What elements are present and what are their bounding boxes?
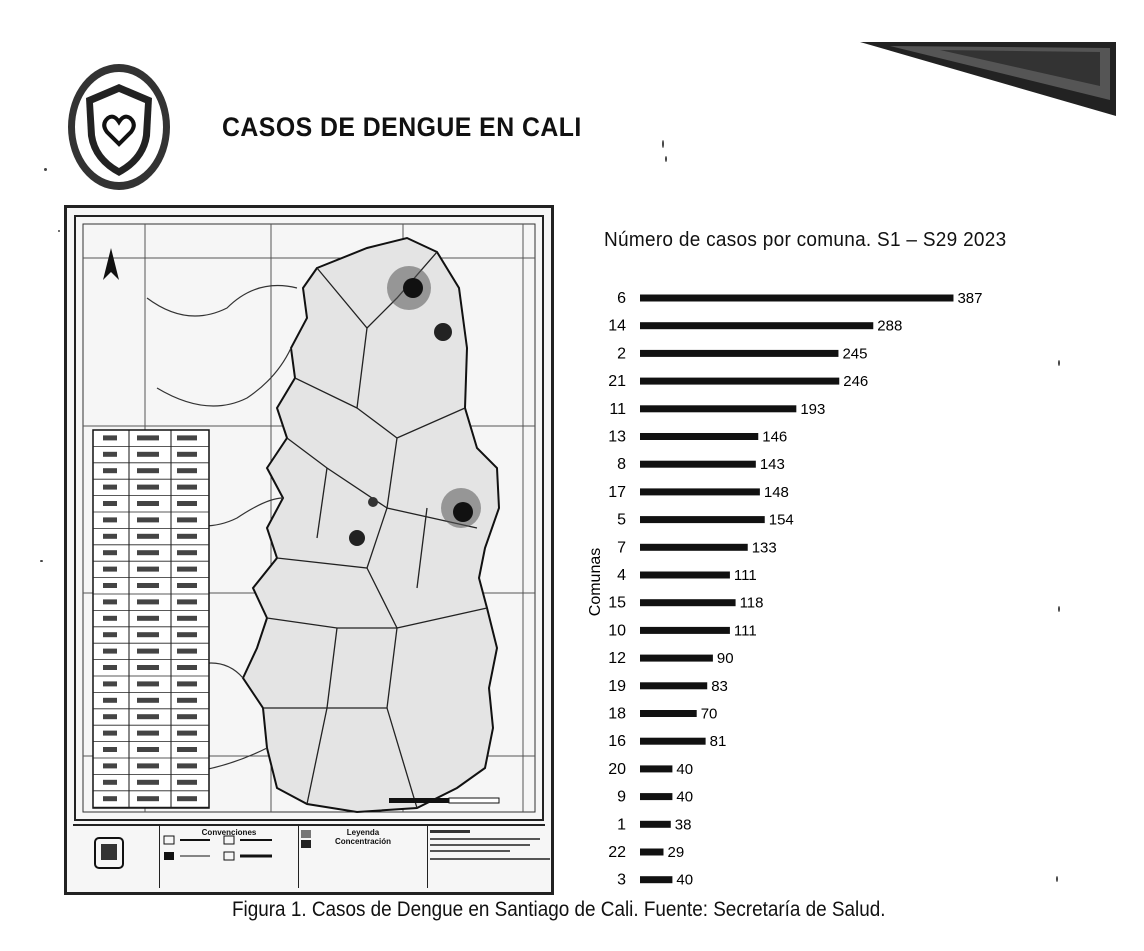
map-table-cell-mark [103,599,117,604]
value-label: 40 [676,871,694,889]
map-table-cell-mark [103,731,117,736]
value-label: 193 [800,400,826,418]
value-label: 246 [843,373,869,391]
map-table-cell-mark [137,452,159,457]
value-label: 40 [676,788,694,806]
map-table-cell-mark [103,567,117,572]
map-table-cell-mark [177,485,197,490]
category-label: 8 [617,456,626,474]
bar [640,461,756,468]
map-table-cell-mark [177,567,197,572]
map-table-cell-mark [137,632,159,637]
figure-caption: Figura 1. Casos de Dengue en Santiago de Cali. Fuente: Secretaría de Salud. [232,898,886,921]
map-table-cell-mark [177,731,197,736]
bar [640,738,706,745]
bar [640,876,672,883]
scan-speck [665,156,667,162]
map-table-cell-mark [137,796,159,801]
bar [640,821,671,828]
bar [640,405,796,412]
legend-label: Leyenda [346,828,380,837]
map-table-cell-mark [103,468,117,473]
bar [640,488,760,495]
value-label: 29 [667,844,685,861]
bar [640,433,758,440]
map-table-cell-mark [137,763,159,768]
map-footer-legend [299,826,428,888]
map-table-cell-mark [137,468,159,473]
scan-speck [662,140,664,148]
value-label: 245 [842,345,868,363]
category-label: 16 [608,733,626,751]
map-footer-conventions [160,826,299,888]
value-label: 146 [762,428,788,446]
category-label: 18 [608,705,626,723]
document-title: CASOS DE DENGUE EN CALI [222,112,582,142]
bar [640,710,697,717]
map-table-cell-mark [177,583,197,588]
y-axis-label: Comunas [587,547,604,617]
value-label: 81 [709,733,727,751]
scan-speck [1056,876,1058,882]
bar [640,350,838,357]
map-table-cell-mark [137,747,159,752]
map-table-cell-mark [177,534,197,539]
scan-speck [1058,606,1060,612]
map-table-cell-mark [103,649,117,654]
value-label: 387 [957,290,983,307]
map-table-cell-mark [103,796,117,801]
bar [640,516,765,523]
map-table-cell-mark [137,485,159,490]
map-table-cell-mark [177,632,197,637]
value-label: 148 [763,483,789,501]
category-label: 9 [617,788,626,806]
map-table-cell-mark [137,534,159,539]
map-table-cell-mark [103,632,117,637]
map-table-cell-mark [137,649,159,654]
source-text-block [428,826,558,878]
map-table-cell-mark [137,616,159,621]
value-label: 83 [711,677,728,695]
value-label: 143 [759,456,785,474]
scan-speck [44,168,47,171]
map-table-cell-mark [177,501,197,506]
value-label: 38 [674,816,692,834]
bar [640,378,839,385]
map-table-cell-mark [177,698,197,703]
category-label: 2 [617,345,626,363]
bar [640,849,663,856]
map-footer-source [428,826,545,888]
map-table-cell-mark [177,763,197,768]
map-table-cell-mark [137,714,159,719]
map-table-cell-mark [137,698,159,703]
bar [640,322,873,329]
map-table-cell-mark [177,435,197,440]
map-table-cell-mark [103,763,117,768]
map-table-cell-mark [137,583,159,588]
map-table-cell-mark [137,435,159,440]
value-label: 40 [676,760,694,778]
map-table-cell-mark [103,501,117,506]
map-table-cell-mark [177,550,197,555]
city-seal-icon [89,834,129,874]
bar-chart [580,282,1020,892]
category-label: 19 [608,677,626,695]
category-label: 1 [617,816,626,834]
bar [640,765,672,772]
conventions-symbols [160,826,280,866]
bar [640,572,730,579]
map-table-cell-mark [137,501,159,506]
value-label: 133 [751,539,777,557]
category-label: 22 [608,844,626,861]
bar [640,655,713,662]
category-label: 11 [609,400,626,418]
map-table-cell-mark [103,583,117,588]
value-label: 154 [768,511,794,529]
map-table-cell-mark [177,747,197,752]
map-table-cell-mark [103,747,117,752]
value-label: 70 [700,705,718,723]
category-label: 17 [608,483,626,501]
map-table-cell-mark [103,435,117,440]
map-table-cell-mark [177,649,197,654]
map-table-cell-mark [103,616,117,621]
map-table-cell-mark [103,550,117,555]
map-table-cell-mark [177,714,197,719]
map-table-cell-mark [177,681,197,686]
map-table-cell-mark [177,616,197,621]
value-label: 111 [733,567,757,584]
map-footer-seal-cell [73,826,160,888]
map-table-cell-mark [103,714,117,719]
category-label: 5 [617,511,626,529]
bar [640,627,730,634]
bar [640,793,672,800]
bar [640,295,953,302]
map-table-cell-mark [137,665,159,670]
bar [640,544,748,551]
map-table-cell-mark [177,517,197,522]
map-table-cell-mark [177,599,197,604]
commune-map [64,205,554,895]
map-table-cell-mark [137,681,159,686]
map-table-cell-mark [137,780,159,785]
value-label: 288 [877,317,903,335]
category-label: 13 [608,428,626,446]
category-label: 12 [608,650,626,668]
chart-title: Número de casos por comuna. S1 – S29 2023 [604,229,1007,251]
map-table-cell-mark [103,780,117,785]
map-table-cell-mark [137,567,159,572]
map-table-cell-mark [137,517,159,522]
category-label: 10 [608,622,626,640]
map-table-cell-mark [103,452,117,457]
scan-speck [1058,360,1060,366]
map-footer [73,824,545,888]
map-table-cell-mark [103,698,117,703]
category-label: 14 [608,317,626,335]
category-label: 21 [608,373,626,391]
bar [640,599,736,606]
category-label: 6 [617,290,626,307]
map-table-cell-mark [103,534,117,539]
category-label: 3 [617,871,626,889]
map-table-cell-mark [137,731,159,736]
category-label: 20 [608,760,626,778]
scan-speck [40,560,43,562]
conventions-label: Convenciones [201,828,257,837]
map-table-cell-mark [177,780,197,785]
map-table-cell-mark [137,599,159,604]
legend-sublabel: Concentración [334,837,391,846]
value-label: 111 [733,622,757,640]
category-label: 7 [617,539,626,557]
scan-speck [58,230,60,232]
corner-banner-graphic [860,42,1116,116]
map-table-cell-mark [103,681,117,686]
map-drawing [67,208,551,892]
bar [640,682,707,689]
heart-shield-icon [66,62,172,192]
category-label: 15 [608,594,626,612]
map-table-cell-mark [103,665,117,670]
map-table-cell-mark [177,452,197,457]
map-table-cell-mark [177,468,197,473]
concentration-swatch [299,826,339,852]
map-table-cell-mark [103,485,117,490]
category-label: 4 [617,567,626,584]
map-table-cell-mark [177,665,197,670]
map-table-cell-mark [177,796,197,801]
map-table-cell-mark [103,517,117,522]
map-table-cell-mark [137,550,159,555]
value-label: 90 [716,650,734,668]
value-label: 118 [739,594,764,612]
